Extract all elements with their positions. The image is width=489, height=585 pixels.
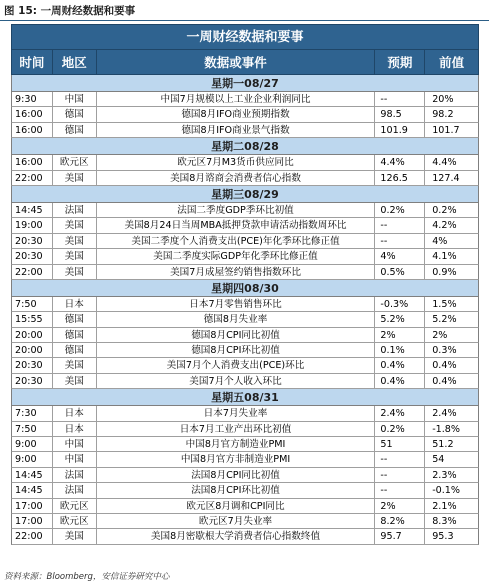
cell-region: 德国 xyxy=(53,123,97,137)
cell-previous: 54 xyxy=(432,454,445,466)
cell-time: 14:45 xyxy=(12,203,53,217)
day-header: 星期四08/30 xyxy=(11,280,479,297)
cell-previous: 0.3% xyxy=(432,345,457,357)
table-row xyxy=(11,203,479,218)
cell-forecast: 0.1% xyxy=(375,343,425,357)
day-header: 星期一08/27 xyxy=(11,75,479,92)
cell-forecast: -- xyxy=(375,218,425,232)
cell-previous: 127.4 xyxy=(432,172,460,184)
cell-previous: 0.9% xyxy=(432,266,457,278)
cell-time: 14:45 xyxy=(12,468,53,482)
table-row xyxy=(11,422,479,437)
cell-event: 美国8月24日当周MBA抵押贷款申请活动指数周环比 xyxy=(97,218,376,232)
cell-region: 美国 xyxy=(53,234,97,248)
cell-region: 美国 xyxy=(53,374,97,388)
cell-time: 9:00 xyxy=(12,452,53,466)
table-row xyxy=(11,468,479,483)
table-row xyxy=(11,514,479,529)
cell-previous: 4.2% xyxy=(432,220,457,232)
cell-time: 15:55 xyxy=(12,312,53,326)
table-row xyxy=(11,297,479,312)
cell-previous: 5.2% xyxy=(432,314,457,326)
table-row xyxy=(11,123,479,138)
cell-region: 德国 xyxy=(53,328,97,342)
cell-event: 欧元区7月M3货币供应同比 xyxy=(97,155,376,169)
cell-forecast: -- xyxy=(375,452,425,466)
cell-previous: 4.4% xyxy=(432,157,457,169)
cell-region: 欧元区 xyxy=(53,514,97,528)
column-header-row xyxy=(11,50,479,75)
cell-previous: 101.7 xyxy=(432,124,460,136)
day-header: 星期五08/31 xyxy=(11,389,479,406)
cell-region: 欧元区 xyxy=(53,155,97,169)
cell-region: 欧元区 xyxy=(53,499,97,513)
cell-previous: 0.2% xyxy=(432,204,457,216)
cell-region: 美国 xyxy=(53,171,97,185)
cell-region: 中国 xyxy=(53,452,97,466)
cell-time: 17:00 xyxy=(12,499,53,513)
header-time: 时间 xyxy=(12,50,53,74)
table-banner: 一周财经数据和要事 xyxy=(11,24,479,50)
cell-event: 德国8月IFO商业预期指数 xyxy=(97,107,376,121)
table-row xyxy=(11,499,479,514)
cell-event: 美国8月谘商会消费者信心指数 xyxy=(97,171,376,185)
cell-forecast: 0.5% xyxy=(375,265,425,279)
cell-event: 美国二季度个人消费支出(PCE)年化季环比修正值 xyxy=(97,234,376,248)
cell-forecast: 0.4% xyxy=(375,374,425,388)
header-previous: 前值 xyxy=(439,55,465,70)
cell-region: 法国 xyxy=(53,483,97,497)
cell-forecast: 126.5 xyxy=(375,171,425,185)
cell-previous: 4.1% xyxy=(432,251,457,263)
cell-time: 20:30 xyxy=(12,234,53,248)
cell-time: 22:00 xyxy=(12,265,53,279)
cell-region: 美国 xyxy=(53,249,97,263)
cell-event: 德国8月失业率 xyxy=(97,312,376,326)
cell-region: 日本 xyxy=(53,297,97,311)
table-row xyxy=(11,218,479,233)
cell-forecast: 5.2% xyxy=(375,312,425,326)
header-event: 数据或事件 xyxy=(97,50,376,74)
cell-forecast: 8.2% xyxy=(375,514,425,528)
cell-region: 中国 xyxy=(53,437,97,451)
table-row xyxy=(11,406,479,421)
table-row xyxy=(11,171,479,186)
cell-region: 德国 xyxy=(53,343,97,357)
cell-previous: -0.1% xyxy=(432,485,461,497)
table-row xyxy=(11,265,479,280)
cell-event: 日本7月零售销售环比 xyxy=(97,297,376,311)
cell-time: 7:50 xyxy=(12,422,53,436)
cell-time: 16:00 xyxy=(12,155,53,169)
cell-event: 日本7月工业产出环比初值 xyxy=(97,422,376,436)
cell-forecast: 0.2% xyxy=(375,203,425,217)
table-row xyxy=(11,452,479,467)
calendar-table xyxy=(11,24,479,545)
cell-time: 19:00 xyxy=(12,218,53,232)
cell-time: 16:00 xyxy=(12,123,53,137)
cell-time: 9:30 xyxy=(12,92,53,106)
table-row xyxy=(11,529,479,544)
cell-time: 22:00 xyxy=(12,529,53,543)
cell-previous: 51.2 xyxy=(432,439,454,451)
cell-event: 欧元区7月失业率 xyxy=(97,514,376,528)
cell-event: 美国7月成屋签约销售指数环比 xyxy=(97,265,376,279)
cell-previous: 2.1% xyxy=(432,500,457,512)
cell-time: 20:30 xyxy=(12,374,53,388)
cell-forecast: 4.4% xyxy=(375,155,425,169)
cell-time: 20:00 xyxy=(12,343,53,357)
cell-event: 美国8月密歇根大学消费者信心指数终值 xyxy=(97,529,376,543)
cell-event: 法国8月CPI同比初值 xyxy=(97,468,376,482)
table-row xyxy=(11,234,479,249)
table-row xyxy=(11,358,479,373)
cell-previous: 8.3% xyxy=(432,515,457,527)
cell-event: 欧元区8月调和CPI同比 xyxy=(97,499,376,513)
cell-time: 20:30 xyxy=(12,249,53,263)
cell-previous: 1.5% xyxy=(432,298,457,310)
cell-forecast: 101.9 xyxy=(375,123,425,137)
cell-time: 20:00 xyxy=(12,328,53,342)
table-row xyxy=(11,312,479,327)
cell-event: 中国7月规模以上工业企业利润同比 xyxy=(97,92,376,106)
cell-region: 法国 xyxy=(53,468,97,482)
cell-forecast: -0.3% xyxy=(375,297,425,311)
cell-region: 日本 xyxy=(53,406,97,420)
cell-previous: 2.3% xyxy=(432,469,457,481)
source-note: 资料来源：Bloomberg，安信证券研究中心 xyxy=(4,572,170,582)
cell-previous: 0.4% xyxy=(432,360,457,372)
cell-event: 中国8月官方制造业PMI xyxy=(97,437,376,451)
table-row xyxy=(11,483,479,498)
cell-region: 美国 xyxy=(53,218,97,232)
cell-region: 美国 xyxy=(53,358,97,372)
cell-forecast: -- xyxy=(375,468,425,482)
cell-time: 22:00 xyxy=(12,171,53,185)
cell-event: 中国8月官方非制造业PMI xyxy=(97,452,376,466)
cell-region: 德国 xyxy=(53,312,97,326)
cell-forecast: 95.7 xyxy=(375,529,425,543)
table-row xyxy=(11,437,479,452)
cell-previous: 2% xyxy=(432,329,448,341)
cell-event: 美国7月个人收入环比 xyxy=(97,374,376,388)
cell-time: 9:00 xyxy=(12,437,53,451)
cell-region: 美国 xyxy=(53,265,97,279)
header-region: 地区 xyxy=(53,50,97,74)
table-row xyxy=(11,92,479,107)
cell-forecast: 51 xyxy=(375,437,425,451)
cell-region: 中国 xyxy=(53,92,97,106)
table-row xyxy=(11,107,479,122)
cell-event: 美国7月个人消费支出(PCE)环比 xyxy=(97,358,376,372)
cell-time: 20:30 xyxy=(12,358,53,372)
cell-previous: 98.2 xyxy=(432,109,454,121)
table-row xyxy=(11,374,479,389)
day-header: 星期二08/28 xyxy=(11,138,479,155)
cell-forecast: 0.4% xyxy=(375,358,425,372)
cell-time: 17:00 xyxy=(12,514,53,528)
header-forecast: 预期 xyxy=(375,50,425,74)
cell-time: 7:50 xyxy=(12,297,53,311)
cell-forecast: 4% xyxy=(375,249,425,263)
cell-previous: 2.4% xyxy=(432,408,457,420)
cell-time: 7:30 xyxy=(12,406,53,420)
cell-event: 德国8月CPI同比初值 xyxy=(97,328,376,342)
cell-event: 日本7月失业率 xyxy=(97,406,376,420)
cell-region: 日本 xyxy=(53,422,97,436)
cell-forecast: -- xyxy=(375,92,425,106)
cell-forecast: 2% xyxy=(375,328,425,342)
cell-forecast: 2% xyxy=(375,499,425,513)
cell-event: 法国二季度GDP季环比初值 xyxy=(97,203,376,217)
cell-forecast: -- xyxy=(375,483,425,497)
cell-event: 法国8月CPI环比初值 xyxy=(97,483,376,497)
table-body xyxy=(11,75,479,545)
table-row xyxy=(11,155,479,170)
cell-previous: 20% xyxy=(432,94,454,105)
cell-previous: -1.8% xyxy=(432,423,461,435)
cell-forecast: -- xyxy=(375,234,425,248)
table-row xyxy=(11,249,479,264)
cell-region: 德国 xyxy=(53,107,97,121)
cell-event: 美国二季度实际GDP年化季环比修正值 xyxy=(97,249,376,263)
table-row xyxy=(11,328,479,343)
cell-event: 德国8月CPI环比初值 xyxy=(97,343,376,357)
day-header: 星期三08/29 xyxy=(11,186,479,203)
cell-time: 14:45 xyxy=(12,483,53,497)
figure-title-rule xyxy=(0,20,489,21)
cell-previous: 95.3 xyxy=(432,531,454,543)
table-row xyxy=(11,343,479,358)
figure-title: 图 15: 一周财经数据和要事 xyxy=(4,5,136,17)
cell-forecast: 2.4% xyxy=(375,406,425,420)
cell-region: 法国 xyxy=(53,203,97,217)
cell-previous: 4% xyxy=(432,235,448,247)
cell-time: 16:00 xyxy=(12,107,53,121)
cell-forecast: 0.2% xyxy=(375,422,425,436)
cell-forecast: 98.5 xyxy=(375,107,425,121)
cell-event: 德国8月IFO商业景气指数 xyxy=(97,123,376,137)
cell-previous: 0.4% xyxy=(432,375,457,387)
cell-region: 美国 xyxy=(53,529,97,543)
